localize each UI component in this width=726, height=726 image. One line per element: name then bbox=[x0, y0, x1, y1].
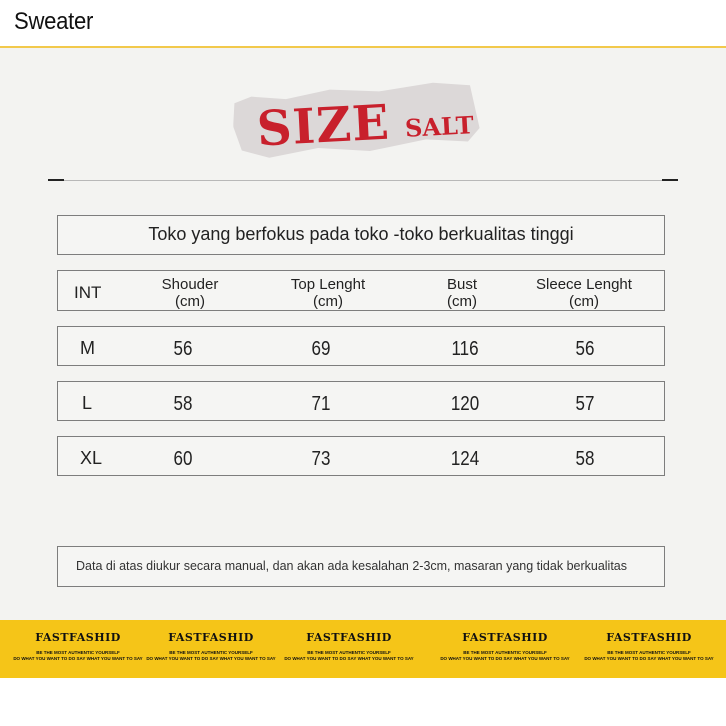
store-description-box bbox=[57, 215, 665, 255]
column-header-top-length: Top Lenght (cm) bbox=[290, 276, 366, 310]
size-heading: SIZE bbox=[255, 94, 392, 158]
divider-line bbox=[64, 180, 662, 181]
table-row bbox=[57, 326, 665, 366]
page-title: Sweater bbox=[14, 8, 94, 35]
brand-name: FASTFASHID bbox=[35, 631, 121, 644]
brand-tagline: BE THE MOST AUTHENTIC YOURSELF bbox=[607, 650, 691, 655]
brand-block bbox=[146, 631, 276, 662]
bust-value: 120 bbox=[450, 393, 480, 415]
brand-tagline: DO WHAT YOU WANT TO DO SAY WHAT YOU WANT TO SAY bbox=[284, 656, 414, 661]
brand-name: FASTFASHID bbox=[168, 631, 254, 644]
size-label: L bbox=[82, 393, 93, 413]
column-header-sleeve-length: Sleece Lenght (cm) bbox=[536, 276, 632, 310]
shoulder-value: 56 bbox=[173, 338, 193, 360]
shoulder-value: 60 bbox=[173, 448, 193, 470]
brand-tagline: BE THE MOST AUTHENTIC YOURSELF bbox=[307, 650, 391, 655]
sleeve-length-value: 57 bbox=[575, 393, 595, 415]
brand-name: FASTFASHID bbox=[606, 631, 692, 644]
store-description: Toko yang berfokus pada toko -toko berkualitas tinggi bbox=[148, 224, 574, 244]
size-label: XL bbox=[80, 448, 103, 468]
brand-footer-strip bbox=[0, 620, 726, 678]
page-header bbox=[0, 0, 726, 48]
brand-name: FASTFASHID bbox=[306, 631, 392, 644]
brand-heading: SALT bbox=[404, 110, 475, 143]
column-header-shoulder: Shouder (cm) bbox=[161, 276, 219, 310]
top-length-value: 71 bbox=[311, 393, 331, 415]
brand-tagline: DO WHAT YOU WANT TO DO SAY WHAT YOU WANT TO SAY bbox=[146, 656, 276, 661]
bottom-margin bbox=[0, 678, 726, 726]
brand-tagline: DO WHAT YOU WANT TO DO SAY WHAT YOU WANT TO SAY bbox=[440, 656, 570, 661]
shoulder-value: 58 bbox=[173, 393, 193, 415]
brand-block bbox=[584, 631, 714, 662]
brand-tagline: DO WHAT YOU WANT TO DO SAY WHAT YOU WANT TO SAY bbox=[584, 656, 714, 661]
divider-right-cap bbox=[662, 179, 678, 181]
top-length-value: 73 bbox=[311, 448, 331, 470]
brand-block bbox=[440, 631, 570, 662]
brand-block bbox=[13, 631, 143, 662]
bust-value: 124 bbox=[450, 448, 480, 470]
column-header-int: INT bbox=[74, 283, 102, 302]
measurement-note: Data di atas diukur secara manual, dan akan ada kesalahan 2-3cm, masaran yang tidak berkualitas bbox=[76, 559, 628, 573]
size-label: M bbox=[80, 338, 95, 358]
column-header-bust: Bust (cm) bbox=[446, 276, 477, 310]
top-length-value: 69 bbox=[311, 338, 331, 360]
brand-tagline: DO WHAT YOU WANT TO DO SAY WHAT YOU WANT TO SAY bbox=[13, 656, 143, 661]
brand-tagline: BE THE MOST AUTHENTIC YOURSELF bbox=[169, 650, 253, 655]
bust-value: 116 bbox=[451, 338, 479, 360]
brand-tagline: BE THE MOST AUTHENTIC YOURSELF bbox=[463, 650, 547, 655]
brand-tagline: BE THE MOST AUTHENTIC YOURSELF bbox=[36, 650, 120, 655]
sleeve-length-value: 56 bbox=[575, 338, 595, 360]
brand-name: FASTFASHID bbox=[462, 631, 548, 644]
divider-left-cap bbox=[48, 179, 64, 181]
table-header-row bbox=[57, 270, 665, 311]
table-row bbox=[57, 436, 665, 476]
measurement-note-box bbox=[57, 546, 665, 587]
sleeve-length-value: 58 bbox=[575, 448, 595, 470]
table-row bbox=[57, 381, 665, 421]
brand-block bbox=[284, 631, 414, 662]
